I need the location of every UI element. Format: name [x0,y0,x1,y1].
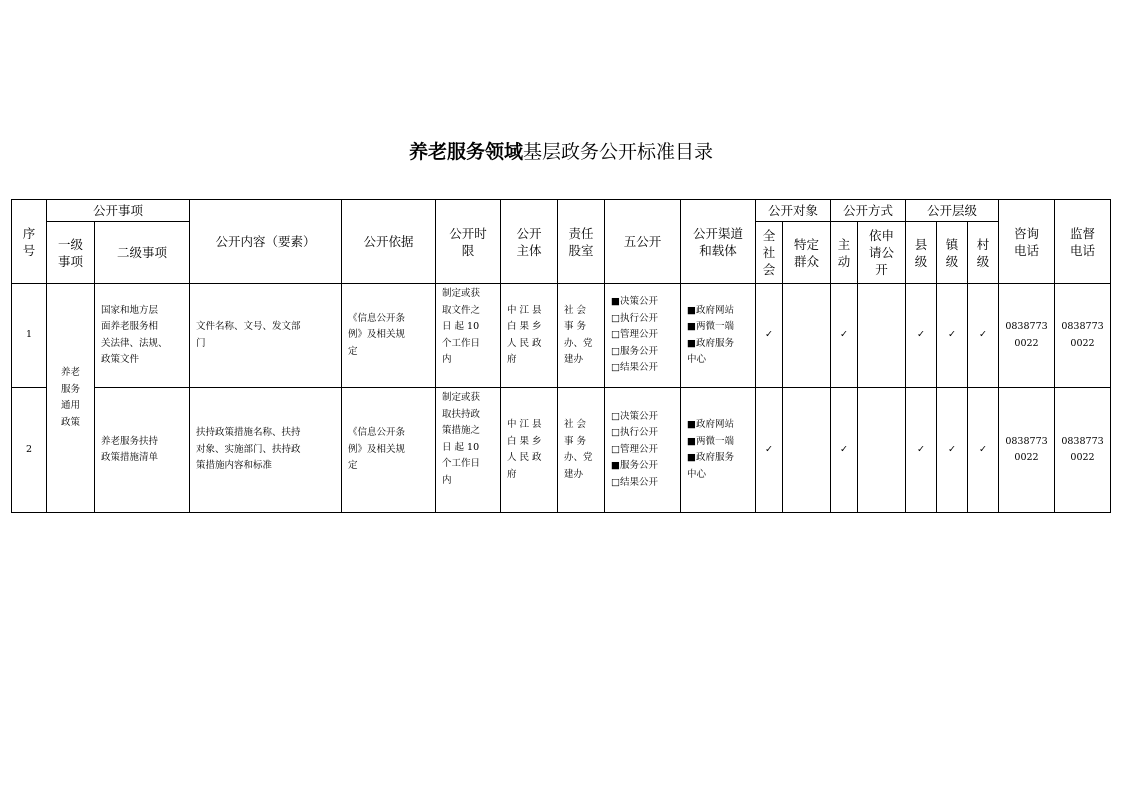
five-cell: ■决策公开 □执行公开 □管理公开 □服务公开 □结果公开 [605,284,681,388]
seq-header: 序 号 [12,200,47,284]
directory-table [11,199,1111,513]
method-apply-header: 依申 请公 开 [858,222,906,284]
five-header: 五公开 [605,200,681,284]
seq-cell: 1 [12,284,47,388]
check-icon: ✓ [831,388,858,513]
target-specific-header: 特定 群众 [783,222,831,284]
time-limit-cell: 制定或获 取文件之 日 起 10 个工作日 内 [436,284,501,388]
level2-header: 二级事项 [95,222,190,284]
supervise-phone-cell: 0838773 0022 [1055,388,1111,513]
consult-phone-cell: 0838773 0022 [999,388,1055,513]
channel-cell: ■政府网站 ■两微一端 ■政府服务 中心 [681,388,756,513]
level2-cell: 养老服务扶持 政策措施清单 [95,388,190,513]
content-header: 公开内容（要素） [190,200,342,284]
method-group-header: 公开方式 [831,200,906,222]
basis-header: 公开依据 [342,200,436,284]
subject-cell: 中 江 县 白 果 乡 人 民 政 府 [501,388,558,513]
check-icon: ✓ [906,284,937,388]
method-active-header: 主 动 [831,222,858,284]
target-all-header: 全 社 会 [756,222,783,284]
content-cell: 扶持政策措施名称、扶持 对象、实施部门、扶持政 策措施内容和标准 [190,388,342,513]
basis-cell: 《信息公开条 例》及相关规 定 [342,388,436,513]
channel-cell: ■政府网站 ■两微一端 ■政府服务 中心 [681,284,756,388]
check-icon: ✓ [756,388,783,513]
subject-header: 公开 主体 [501,200,558,284]
level-county-header: 县 级 [906,222,937,284]
check-icon: ✓ [756,284,783,388]
channel-header: 公开渠道 和载体 [681,200,756,284]
dept-cell: 社 会 事 务 办、党 建办 [558,284,605,388]
table-row [12,284,1111,388]
level-group-header: 公开层级 [906,200,999,222]
subject-cell: 中 江 县 白 果 乡 人 民 政 府 [501,284,558,388]
target-specific-cell [783,388,831,513]
items-group-header: 公开事项 [47,200,190,222]
time-limit-cell: 制定或获 取扶持政 策措施之 日 起 10 个工作日 内 [436,388,501,513]
dept-header: 责任 股室 [558,200,605,284]
target-group-header: 公开对象 [756,200,831,222]
check-icon: ✓ [831,284,858,388]
consult-header: 咨询 电话 [999,200,1055,284]
content-cell: 文件名称、文号、发文部 门 [190,284,342,388]
table-row [12,388,1111,513]
check-icon: ✓ [937,388,968,513]
dept-cell: 社 会 事 务 办、党 建办 [558,388,605,513]
method-apply-cell [858,284,906,388]
target-specific-cell [783,284,831,388]
level1-header: 一级 事项 [47,222,95,284]
five-cell: □决策公开 □执行公开 □管理公开 ■服务公开 □结果公开 [605,388,681,513]
supervise-phone-cell: 0838773 0022 [1055,284,1111,388]
header-row-1 [12,200,1111,222]
level-town-header: 镇 级 [937,222,968,284]
check-icon: ✓ [968,388,999,513]
method-apply-cell [858,388,906,513]
level1-cell: 养老 服务 通用 政策 [47,284,95,513]
seq-cell: 2 [12,388,47,513]
page-title: 养老服务领域基层政务公开标准目录 [408,141,714,163]
basis-cell: 《信息公开条 例》及相关规 定 [342,284,436,388]
supervise-header: 监督 电话 [1055,200,1111,284]
check-icon: ✓ [906,388,937,513]
time-limit-header: 公开时 限 [436,200,501,284]
check-icon: ✓ [968,284,999,388]
consult-phone-cell: 0838773 0022 [999,284,1055,388]
check-icon: ✓ [937,284,968,388]
level-village-header: 村 级 [968,222,999,284]
level2-cell: 国家和地方层 面养老服务相 关法律、法规、 政策文件 [95,284,190,388]
